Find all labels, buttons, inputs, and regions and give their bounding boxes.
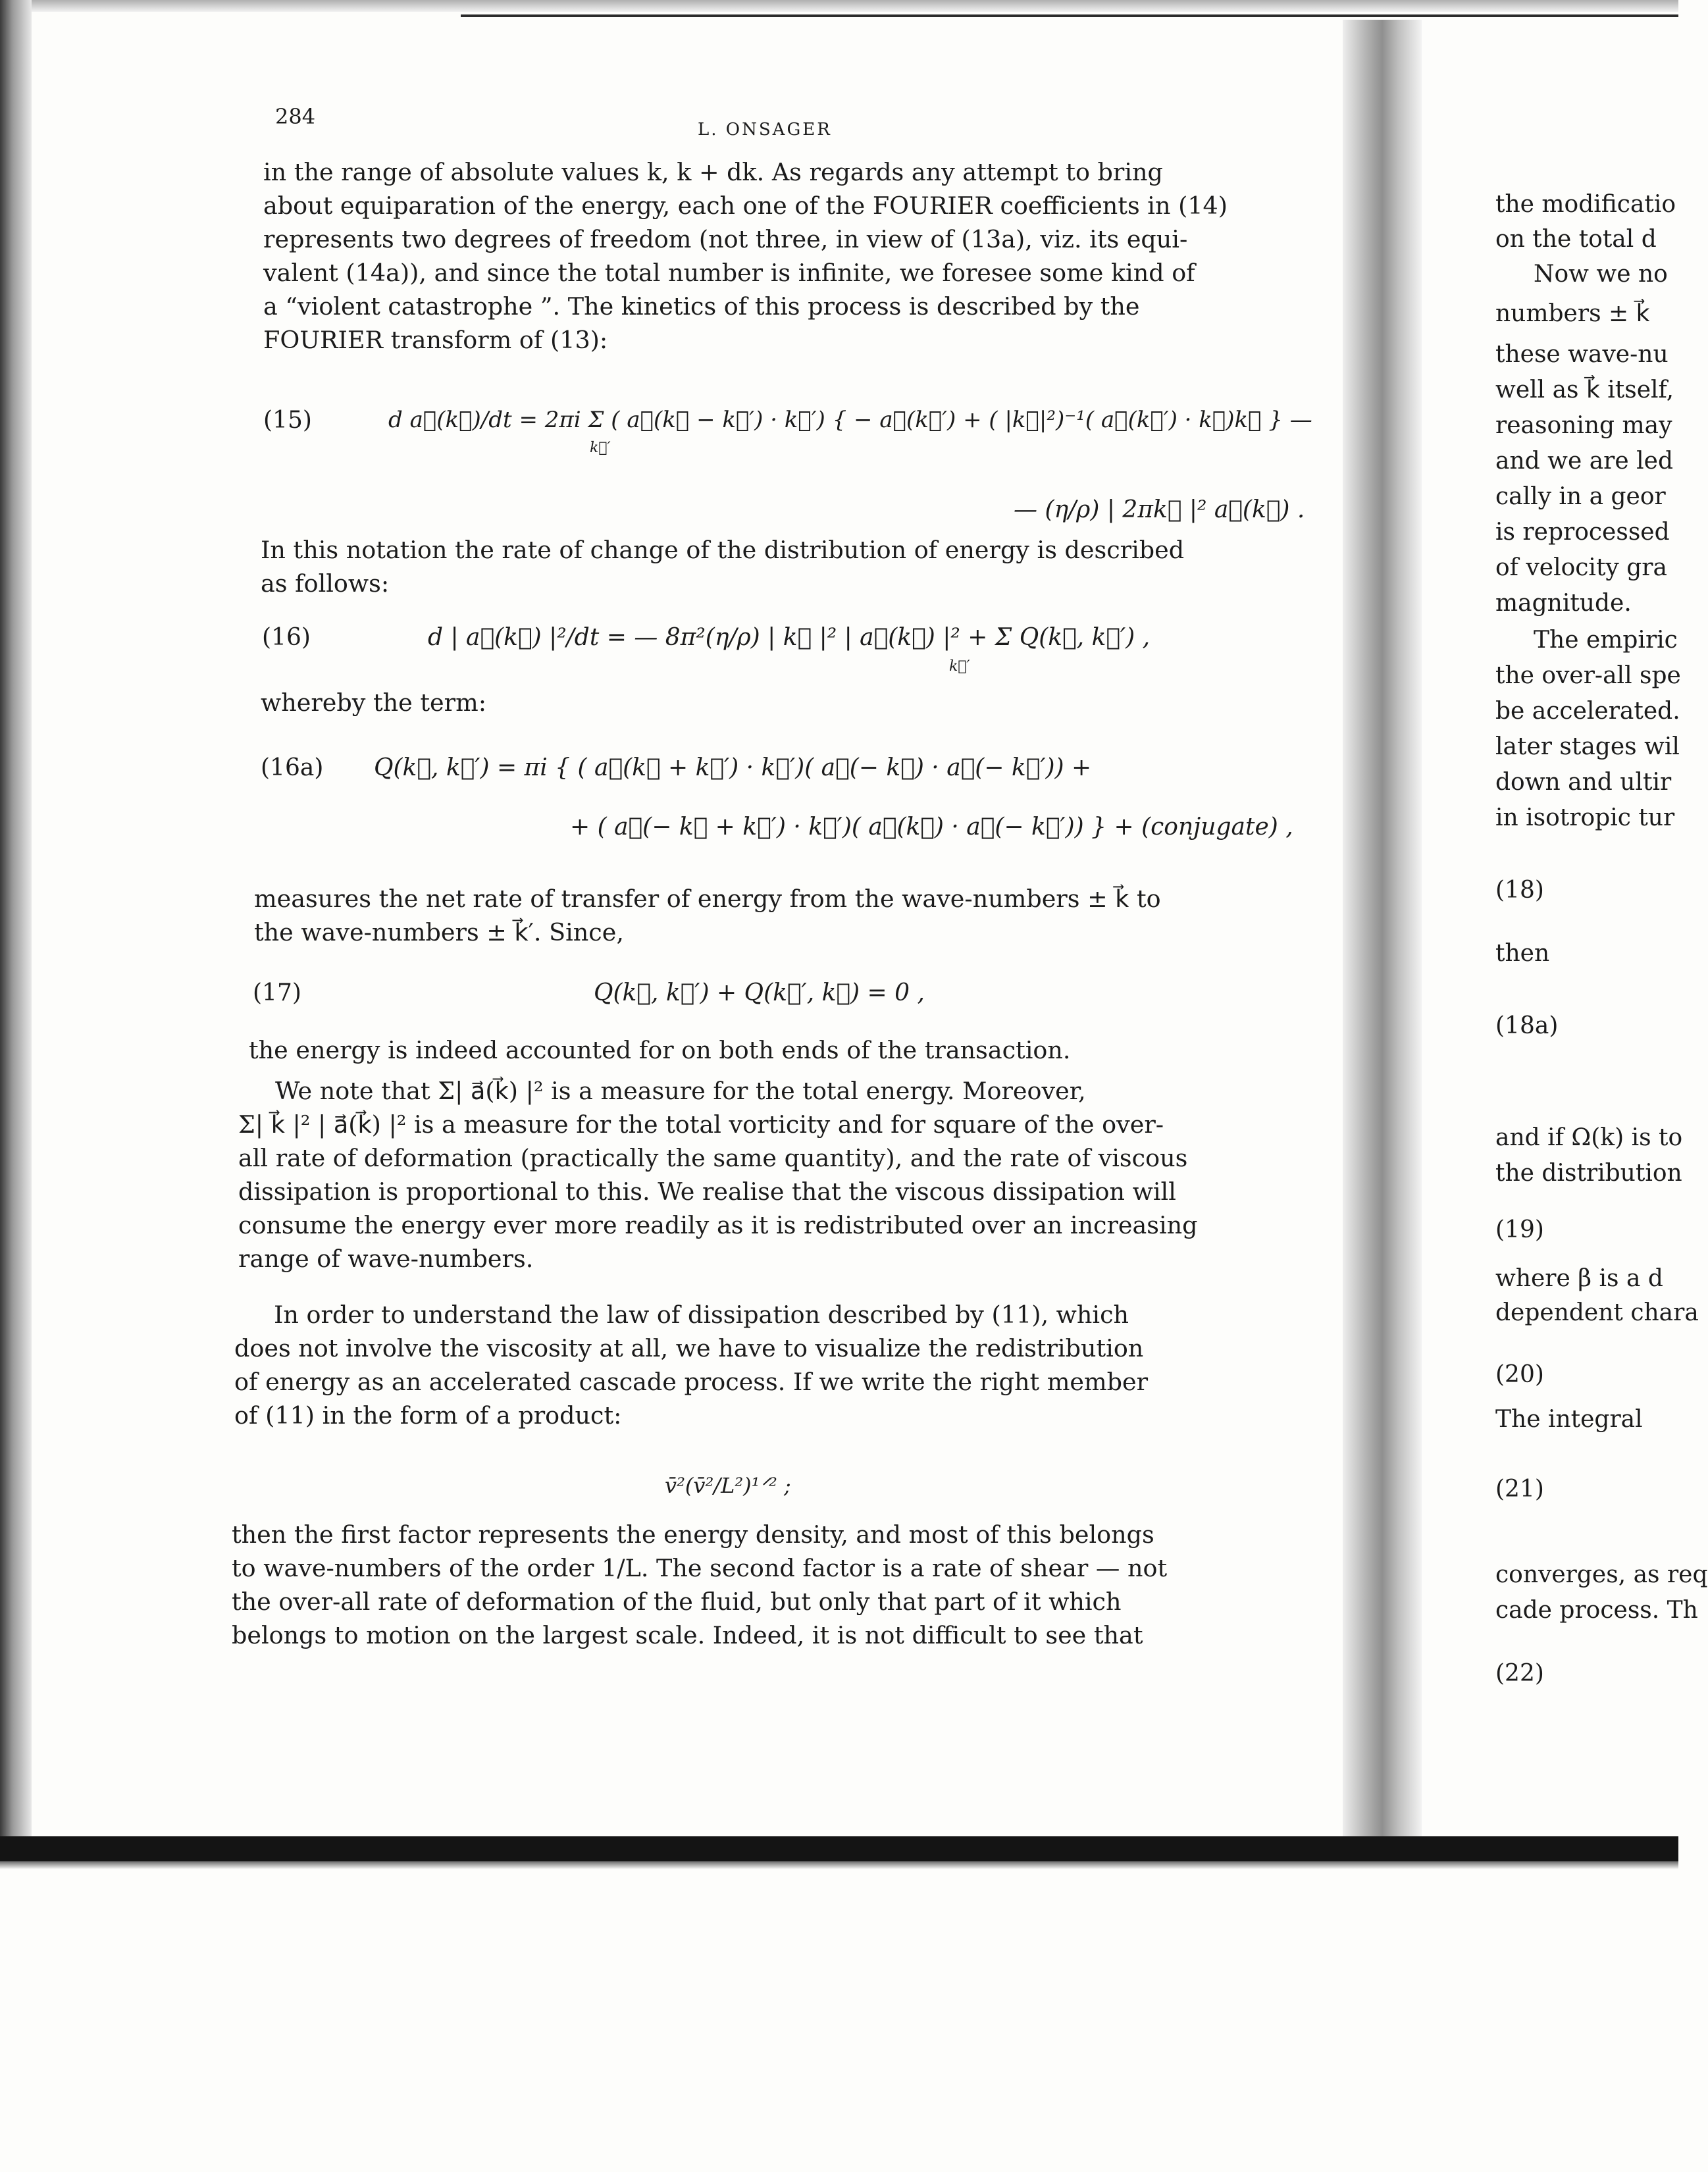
text-line: range of wave-numbers.: [238, 1245, 534, 1273]
paragraph-7: [234, 1298, 1241, 1432]
text-line: in the range of absolute values k, k + dk. As regards any attempt to bring: [263, 158, 1163, 186]
right-line: magnitude.: [1495, 590, 1632, 617]
right-line: be accelerated.: [1495, 698, 1680, 725]
right-line: and if Ω(k) is to: [1495, 1124, 1683, 1151]
right-line: later stages wil: [1495, 733, 1680, 760]
text-line: then the first factor represents the energy density, and most of this belongs: [232, 1520, 1154, 1549]
right-line: and we are led: [1495, 448, 1673, 475]
text-line: the energy is indeed accounted for on both ends of the transaction.: [249, 1036, 1071, 1064]
equation-17-line-1: Q(k⃗, k⃗′) + Q(k⃗′, k⃗) = 0 ,: [594, 979, 925, 1006]
text-line: of (11) in the form of a product:: [234, 1401, 622, 1430]
right-line: well as k⃗ itself,: [1495, 376, 1674, 403]
right-line: The integral: [1495, 1406, 1643, 1433]
right-line: the distribution: [1495, 1160, 1682, 1187]
equation-15-line-2: — (η/ρ) | 2πk⃗ |² a⃗(k⃗) .: [1014, 496, 1305, 523]
paragraph-4: [254, 882, 1255, 949]
right-line: The empiric: [1534, 627, 1678, 654]
paragraph-6: [238, 1074, 1245, 1276]
paragraph-8: [232, 1518, 1239, 1652]
right-line: cade process. Th: [1495, 1597, 1698, 1624]
right-line: dependent chara: [1495, 1299, 1699, 1326]
right-line: cally in a geor: [1495, 483, 1666, 510]
equation-product: v̄²(v̄²/L²)¹ᐟ² ;: [665, 1473, 791, 1498]
equation-number-16: (16): [262, 624, 311, 651]
text-line: dissipation is proportional to this. We realise that the viscous dissipation will: [238, 1177, 1176, 1206]
right-line: Now we no: [1534, 261, 1668, 288]
right-line: (18a): [1495, 1012, 1559, 1039]
equation-15-line-1: d a⃗(k⃗)/dt = 2πi Σ ( a⃗(k⃗ − k⃗′) · k⃗′) { − a⃗(k⃗′) + ( |k⃗|²)⁻¹( a⃗(k⃗′) · k⃗)k⃗ } —: [388, 407, 1312, 433]
right-line: the over-all spe: [1495, 662, 1681, 689]
paragraph-3: [261, 686, 1255, 719]
text-line: FOURIER transform of (13):: [263, 326, 608, 354]
text-line: whereby the term:: [261, 688, 486, 717]
text-line: belongs to motion on the largest scale. Indeed, it is not difficult to see that: [232, 1621, 1143, 1649]
text-line: about equiparation of the energy, each one of the FOURIER coefficients in (14): [263, 192, 1228, 220]
equation-number-16a: (16a): [261, 754, 324, 781]
text-line: valent (14a)), and since the total number is infinite, we foresee some kind of: [263, 259, 1195, 287]
text-line: a “violent catastrophe ”. The kinetics of this process is described by the: [263, 292, 1140, 321]
text-line: the wave-numbers ± k⃗′. Since,: [254, 918, 624, 946]
paragraph-1: [263, 155, 1257, 357]
paragraph-5: [249, 1033, 1249, 1067]
right-line: these wave-nu: [1495, 341, 1669, 368]
page-number: 284: [275, 104, 316, 129]
right-line: of velocity gra: [1495, 554, 1667, 581]
right-line: in isotropic tur: [1495, 804, 1675, 831]
right-line: the modificatio: [1495, 191, 1676, 218]
text-line: measures the net rate of transfer of energy from the wave-numbers ± k⃗ to: [254, 885, 1161, 913]
equation-number-15: (15): [263, 407, 312, 434]
right-line: (20): [1495, 1361, 1544, 1388]
right-line: (19): [1495, 1216, 1544, 1243]
text-line: represents two degrees of freedom (not three, in view of (13a), viz. its equi-: [263, 225, 1188, 253]
right-line: on the total d: [1495, 226, 1657, 253]
right-line: down and ultir: [1495, 769, 1672, 796]
right-line: is reprocessed: [1495, 519, 1670, 546]
text-line: In order to understand the law of dissipation described by (11), which: [274, 1301, 1129, 1329]
right-line: where β is a d: [1495, 1265, 1663, 1292]
text-line: does not involve the viscosity at all, we have to visualize the redistribution: [234, 1334, 1144, 1362]
text-line: all rate of deformation (practically the same quantity), and the rate of viscous: [238, 1144, 1188, 1172]
equation-16a-line-2: + ( a⃗(− k⃗ + k⃗′) · k⃗′)( a⃗(k⃗) · a⃗(− k⃗′)) } + (conjugate) ,: [570, 814, 1293, 840]
running-head: L. ONSAGER: [698, 120, 832, 140]
right-line: (21): [1495, 1476, 1544, 1503]
right-line: (22): [1495, 1660, 1544, 1687]
text-line: consume the energy ever more readily as it is redistributed over an increasing: [238, 1211, 1198, 1239]
right-line: (18): [1495, 877, 1544, 904]
equation-16-sum-index: k⃗′: [949, 658, 970, 675]
text-line: Σ| k⃗ |² | a⃗(k⃗) |² is a measure for the total vorticity and for square of the over-: [238, 1110, 1164, 1139]
equation-16a-line-1: Q(k⃗, k⃗′) = πi { ( a⃗(k⃗ + k⃗′) · k⃗′)( a⃗(− k⃗) · a⃗(− k⃗′)) +: [374, 754, 1092, 781]
text-line: We note that Σ| a⃗(k⃗) |² is a measure for the total energy. Moreover,: [275, 1077, 1086, 1105]
text-line: to wave-numbers of the order 1/L. The second factor is a rate of shear — not: [232, 1554, 1168, 1582]
equation-15-sum-index: k⃗′: [590, 440, 611, 456]
equation-16-line-1: d | a⃗(k⃗) |²/dt = — 8π²(η/ρ) | k⃗ |² | a⃗(k⃗) |² + Σ Q(k⃗, k⃗′) ,: [428, 624, 1151, 651]
right-line: reasoning may: [1495, 412, 1672, 439]
text-line: of energy as an accelerated cascade process. If we write the right member: [234, 1368, 1149, 1396]
text-line: the over-all rate of deformation of the fluid, but only that part of it which: [232, 1588, 1122, 1616]
equation-number-17: (17): [253, 979, 301, 1006]
text-line: as follows:: [261, 569, 390, 598]
right-line: numbers ± k⃗: [1495, 300, 1650, 327]
right-line: converges, as req: [1495, 1561, 1708, 1588]
paragraph-2: [261, 533, 1255, 600]
right-page-fragment: [1448, 0, 1708, 1836]
right-line: then: [1495, 940, 1550, 967]
text-line: In this notation the rate of change of the distribution of energy is described: [261, 536, 1185, 564]
